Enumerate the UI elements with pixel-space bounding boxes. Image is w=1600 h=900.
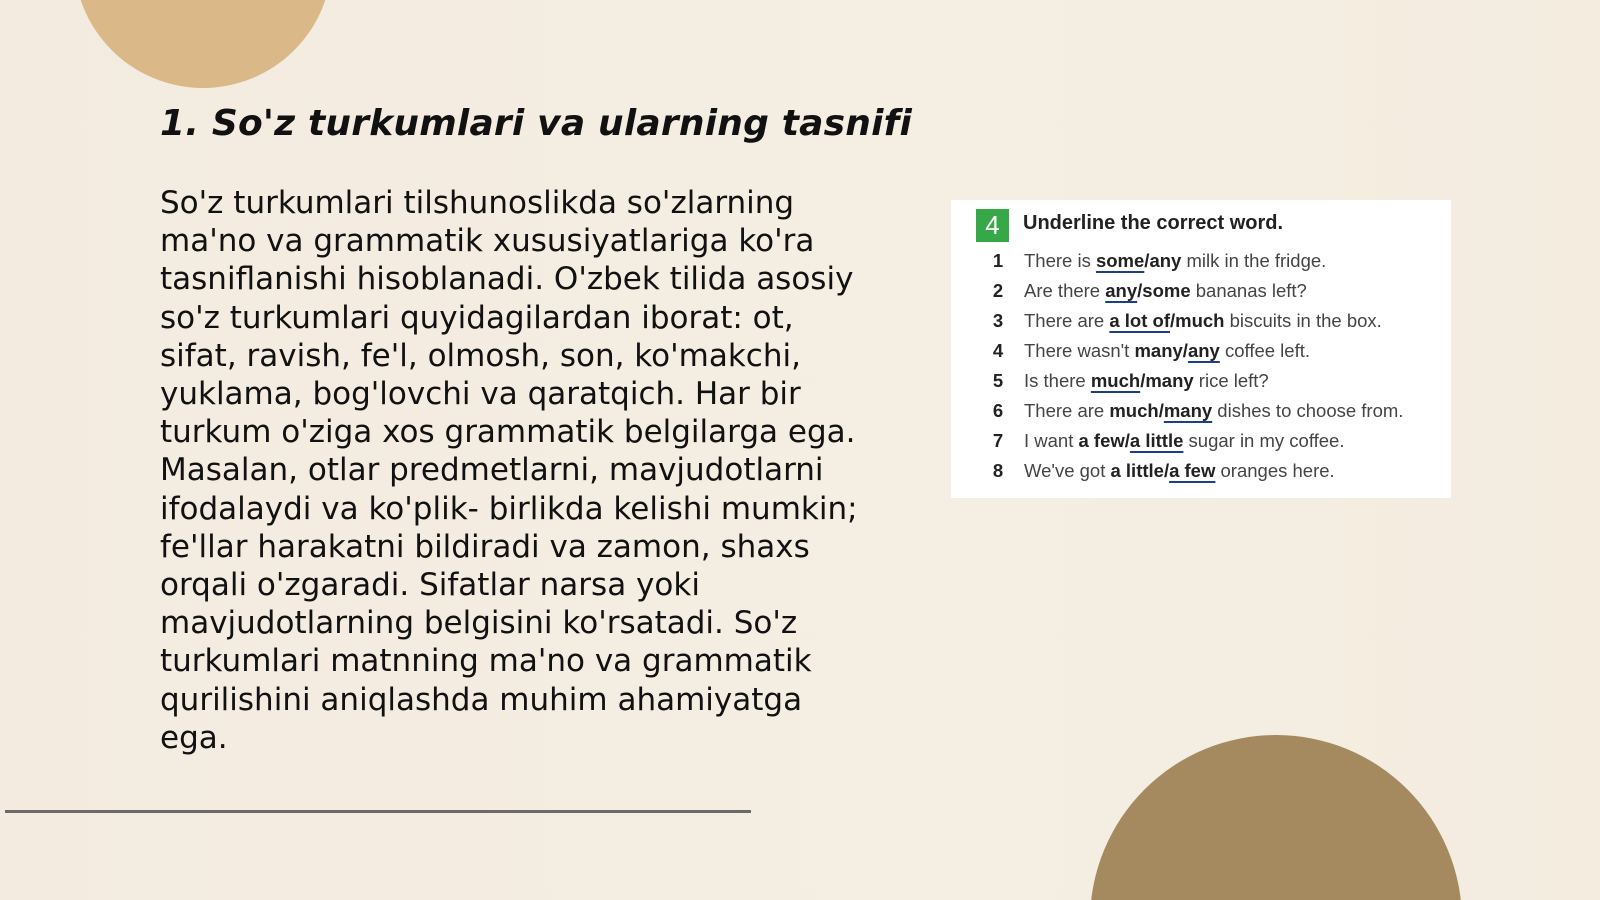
exercise-item-number: 3 (992, 310, 1004, 331)
exercise-item-text: bananas left? (1190, 280, 1307, 301)
exercise-number-badge: 4 (976, 209, 1009, 242)
exercise-option-separator: / (1140, 370, 1146, 391)
exercise-option-2: any (1149, 250, 1182, 271)
exercise-item-number: 4 (992, 340, 1004, 361)
exercise-item-number: 8 (992, 460, 1004, 481)
exercise-item-text: sugar in my coffee. (1183, 430, 1345, 451)
exercise-item-text: We've got (1024, 460, 1111, 481)
exercise-item (951, 306, 1451, 336)
exercise-item-sentence (1024, 276, 1307, 306)
exercise-option-2: many (1145, 370, 1194, 391)
exercise-item (951, 396, 1451, 426)
exercise-option-1: much (1090, 370, 1141, 391)
exercise-item-text: dishes to choose from. (1212, 400, 1404, 421)
exercise-option-separator: / (1163, 460, 1170, 481)
exercise-item-text: milk in the fridge. (1181, 250, 1327, 271)
exercise-instruction: Underline the correct word. (1023, 212, 1284, 234)
exercise-option-1: some (1095, 250, 1145, 271)
exercise-item-sentence (1024, 396, 1403, 426)
exercise-item-sentence (1024, 456, 1335, 486)
exercise-option-2: some (1142, 280, 1191, 301)
exercise-item-text: rice left? (1193, 370, 1269, 391)
exercise-option-1: much (1109, 400, 1159, 421)
exercise-item-sentence (1024, 336, 1310, 366)
exercise-item-text: coffee left. (1219, 340, 1310, 361)
exercise-option-separator: / (1158, 400, 1164, 421)
exercise-item (951, 366, 1451, 396)
exercise-option-2: a few (1169, 460, 1216, 481)
exercise-item-text: oranges here. (1215, 460, 1335, 481)
exercise-option-separator: / (1144, 250, 1150, 271)
exercise-option-2: a little (1129, 430, 1184, 451)
exercise-item-number: 2 (992, 280, 1004, 301)
exercise-item (951, 276, 1451, 306)
exercise-option-2: any (1187, 340, 1220, 361)
exercise-item-sentence (1024, 306, 1382, 336)
exercise-option-separator: / (1137, 280, 1143, 301)
exercise-item-number: 7 (992, 430, 1004, 451)
exercise-option-1: any (1105, 280, 1138, 301)
exercise-item-number: 6 (992, 400, 1004, 421)
exercise-item-number: 5 (992, 370, 1004, 391)
exercise-option-2: many (1163, 400, 1213, 421)
exercise-image (951, 200, 1451, 498)
exercise-option-1: a little (1110, 460, 1164, 481)
exercise-item-text: There wasn't (1024, 340, 1135, 361)
exercise-option-separator: / (1124, 430, 1130, 451)
exercise-item-text: Are there (1024, 280, 1106, 301)
exercise-option-1: a few (1078, 430, 1125, 451)
exercise-item-number: 1 (992, 250, 1004, 271)
exercise-option-separator: / (1170, 310, 1176, 331)
exercise-item-text: I want (1024, 430, 1079, 451)
exercise-item-sentence (1024, 246, 1326, 276)
exercise-item (951, 336, 1451, 366)
exercise-option-2: much (1175, 310, 1225, 331)
exercise-item-text: Is there (1024, 370, 1091, 391)
decorative-circle-top (74, 0, 332, 88)
exercise-option-1: a lot of (1109, 310, 1170, 331)
exercise-item-text: There are (1024, 400, 1110, 421)
exercise-item-sentence (1024, 366, 1269, 396)
body-paragraph: So'z turkumlari tilshunoslikda so'zlarning ma'no va grammatik xususiyatlariga ko'ra tasniflanishi hisoblanadi. O'zbek tilida asosiy so'z turkumlari quyidagilardan iborat: ot, sifat, ravish, fe'l, olmosh, son, ko'makchi, yuklama, bog'lovchi va qaratqich. Har bir turkum o'ziga xos grammatik belgilarga ega. Masalan, otlar predmetlarni, mavjudotlarni ifodalaydi va ko'plik- birlikda kelishi mumkin; fe'llar harakatni bildiradi va zamon, shaxs orqali o'zgaradi. Sifatlar narsa yoki mavjudotlarning belgisini ko'rsatadi. So'z turkumlari matnning ma'no va grammatik qurilishini aniqlashda muhim ahamiyatga ega. (160, 185, 858, 756)
exercise-item (951, 456, 1451, 486)
exercise-list (951, 246, 1451, 486)
divider-line (5, 810, 751, 813)
decorative-circle-bottom (1090, 735, 1462, 900)
exercise-item-text: biscuits in the box. (1224, 310, 1382, 331)
exercise-option-separator: / (1182, 340, 1188, 361)
exercise-item (951, 426, 1451, 456)
exercise-item (951, 246, 1451, 276)
exercise-option-1: many (1134, 340, 1183, 361)
exercise-item-text: There is (1024, 250, 1096, 271)
exercise-item-sentence (1024, 426, 1345, 456)
exercise-item-text: There are (1024, 310, 1110, 331)
slide-title: 1. So'z turkumlari va ularning tasnifi (160, 103, 913, 144)
